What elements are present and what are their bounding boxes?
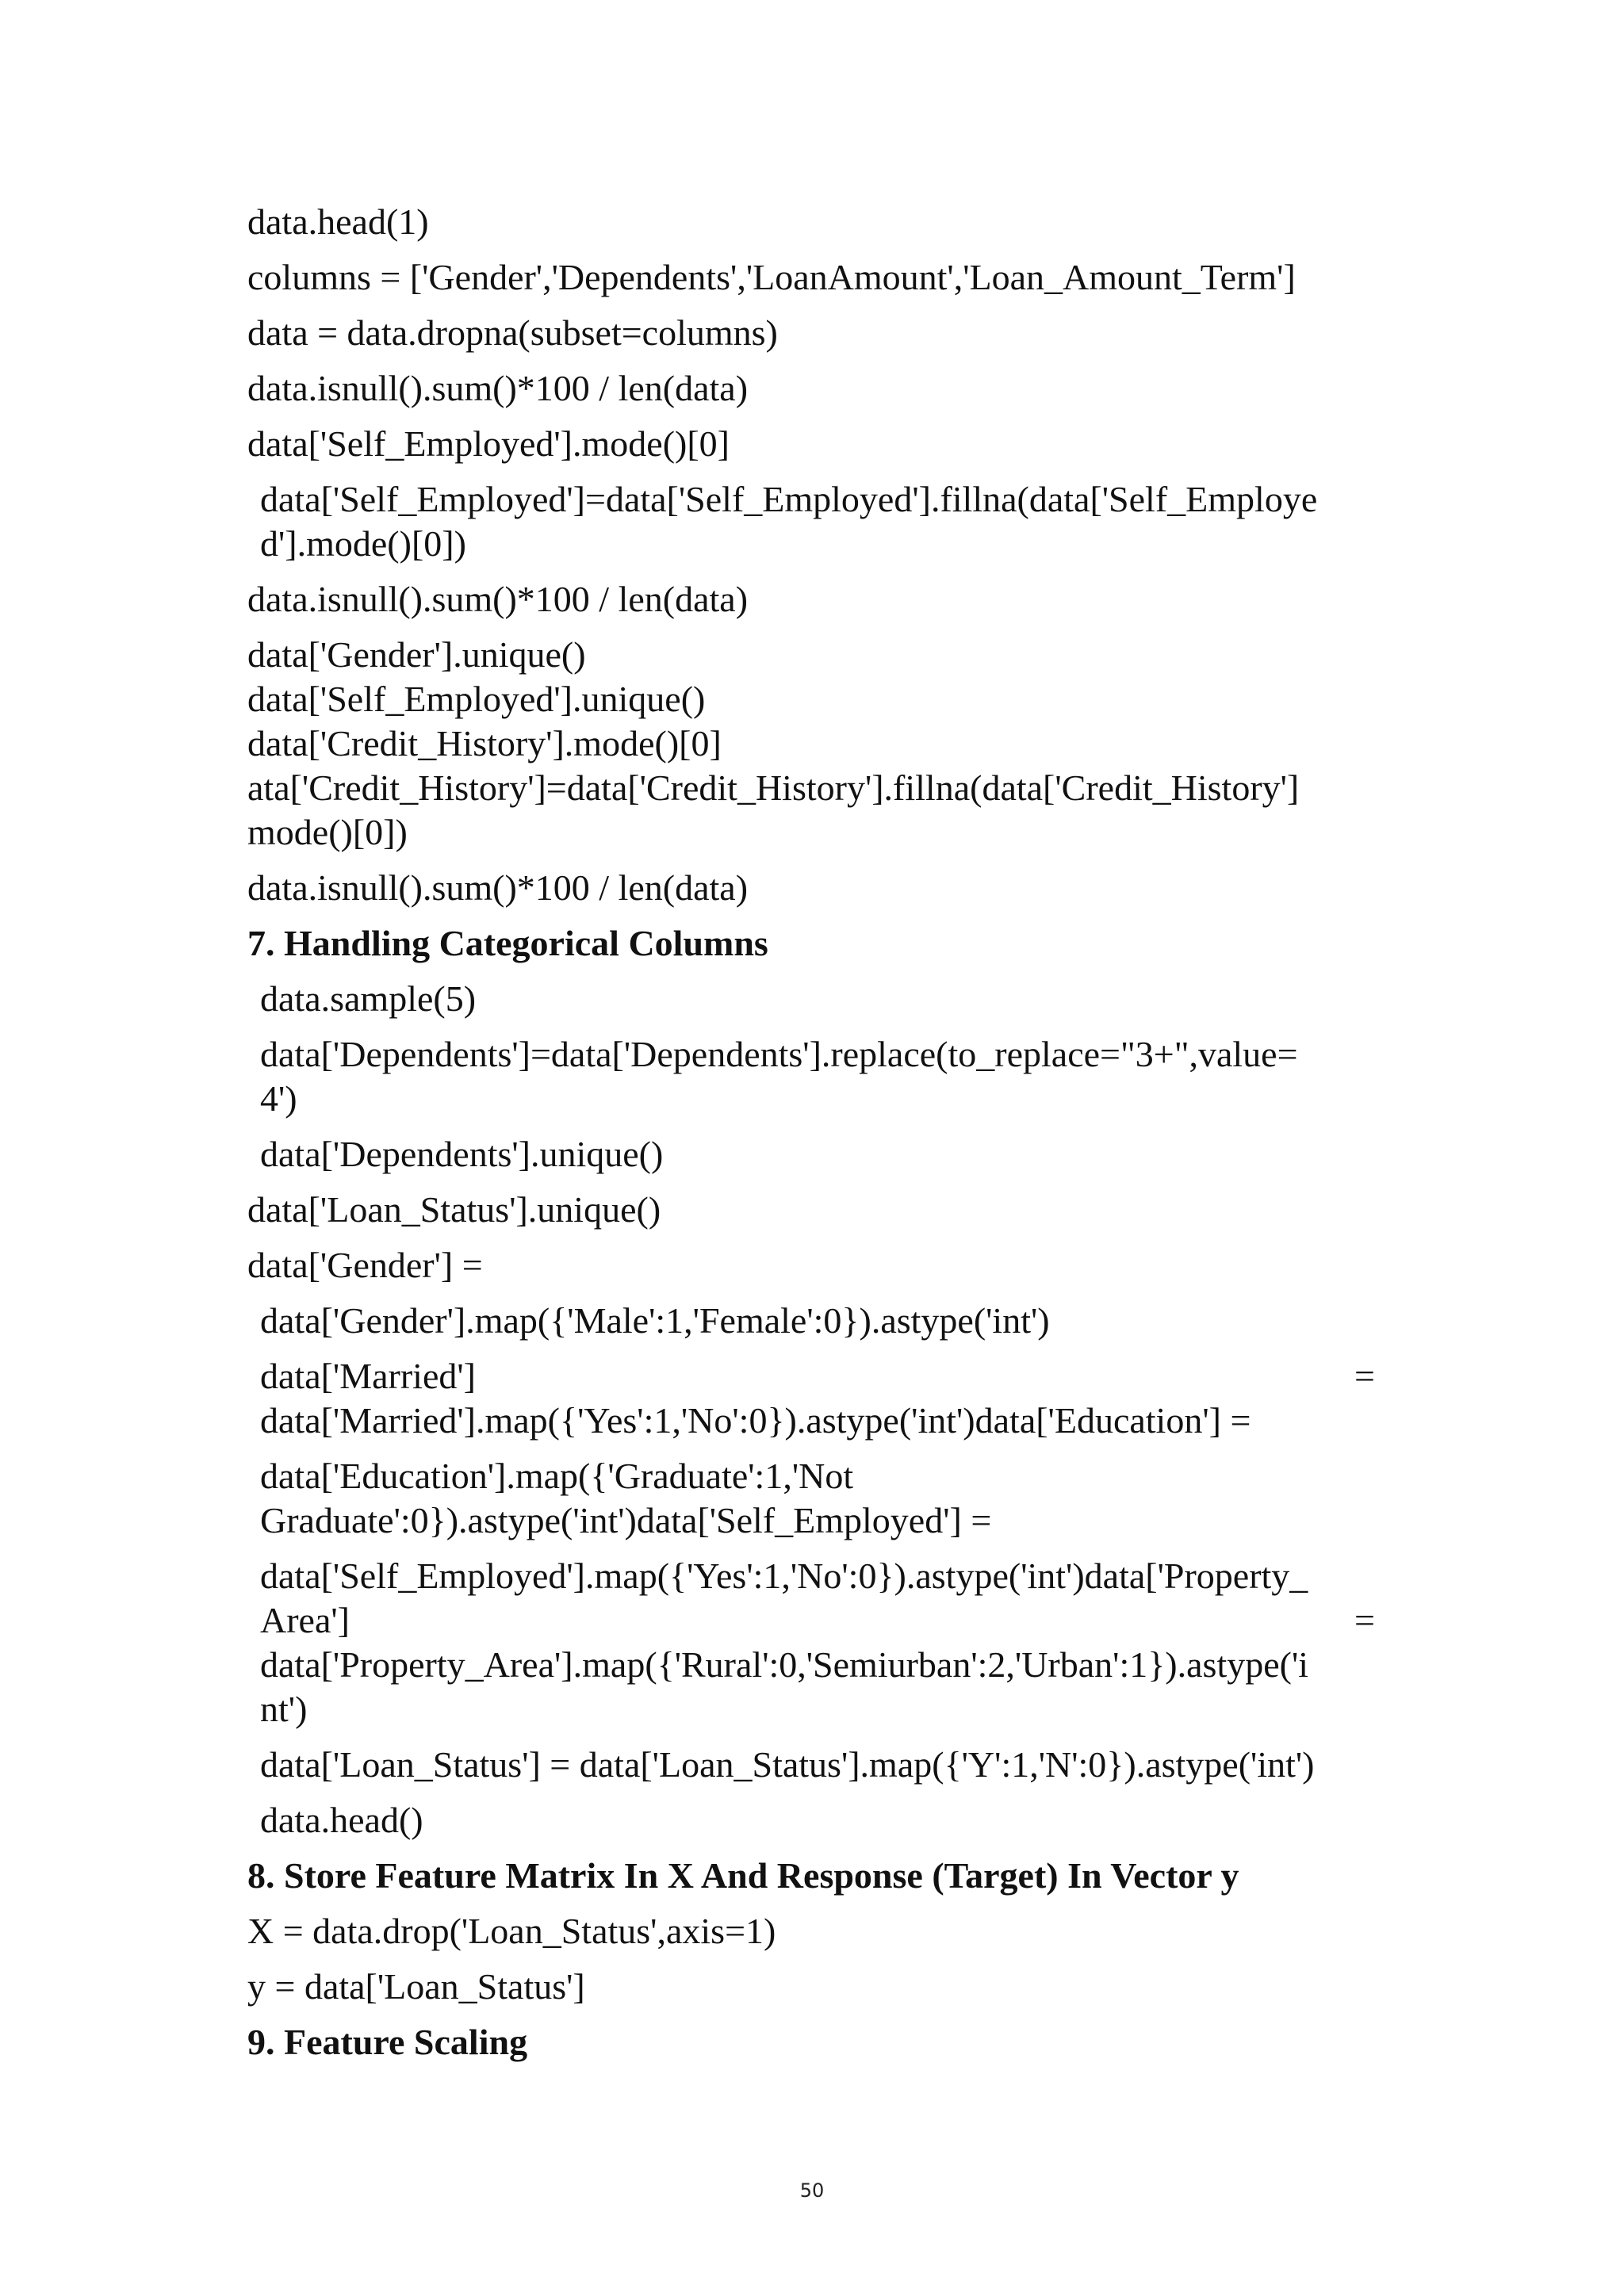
code-line: data['Credit_History'].mode()[0] — [247, 723, 722, 763]
code-line: Area'] — [260, 1600, 350, 1640]
code-line: data['Married'] — [260, 1356, 476, 1396]
code-line: data['Self_Employed']=data['Self_Employed'].fillna(data['Self_Employe — [260, 479, 1318, 519]
code-line: columns = ['Gender','Dependents','LoanAmount','Loan_Amount_Term'] — [247, 257, 1296, 297]
code-line: data = data.dropna(subset=columns) — [247, 312, 778, 353]
code-line: data['Property_Area'].map({'Rural':0,'Semiurban':2,'Urban':1}).astype('i — [260, 1644, 1309, 1685]
code-line: data.sample(5) — [260, 978, 477, 1019]
section-heading: 9. Feature Scaling — [247, 2022, 528, 2062]
code-line: ata['Credit_History']=data['Credit_History'].fillna(data['Credit_History'] — [247, 767, 1300, 808]
code-line: Graduate':0}).astype('int')data['Self_Employed'] = — [260, 1500, 992, 1540]
code-line: data.isnull().sum()*100 / len(data) — [247, 867, 749, 908]
code-line: data.head() — [260, 1800, 423, 1840]
code-line: data.head(1) — [247, 201, 429, 242]
code-line-continuation: = — [1354, 1356, 1375, 1396]
section-heading: 7. Handling Categorical Columns — [247, 923, 768, 963]
code-line-continuation: = — [1354, 1600, 1375, 1640]
code-line: 4') — [260, 1078, 297, 1119]
code-line: data['Education'].map({'Graduate':1,'Not — [260, 1456, 854, 1496]
code-line: data['Gender'].unique() — [247, 634, 586, 675]
code-line: data.isnull().sum()*100 / len(data) — [247, 368, 749, 408]
code-line: data['Dependents']=data['Dependents'].replace(to_replace="3+",value= — [260, 1034, 1298, 1074]
code-line: data['Self_Employed'].map({'Yes':1,'No':0}).astype('int')data['Property_ — [260, 1556, 1308, 1596]
code-line: data['Dependents'].unique() — [260, 1134, 664, 1174]
code-line: y = data['Loan_Status'] — [247, 1966, 585, 2007]
code-line: data['Gender'] = — [247, 1245, 483, 1285]
code-line: data['Gender'].map({'Male':1,'Female':0}).astype('int') — [260, 1300, 1050, 1341]
code-line: data.isnull().sum()*100 / len(data) — [247, 579, 749, 619]
code-line: nt') — [260, 1689, 308, 1729]
code-line: data['Self_Employed'].mode()[0] — [247, 423, 730, 464]
code-line: data['Loan_Status'] = data['Loan_Status'].map({'Y':1,'N':0}).astype('int') — [260, 1744, 1315, 1785]
page-number: 50 — [799, 2179, 825, 2202]
code-line: data['Self_Employed'].unique() — [247, 679, 706, 719]
section-heading: 8. Store Feature Matrix In X And Response (Target) In Vector y — [247, 1855, 1239, 1896]
code-line: mode()[0]) — [247, 812, 408, 852]
code-line: X = data.drop('Loan_Status',axis=1) — [247, 1911, 776, 1951]
code-line: data['Married'].map({'Yes':1,'No':0}).astype('int')data['Education'] = — [260, 1400, 1251, 1441]
code-line: data['Loan_Status'].unique() — [247, 1189, 661, 1230]
code-line: d'].mode()[0]) — [260, 523, 466, 564]
